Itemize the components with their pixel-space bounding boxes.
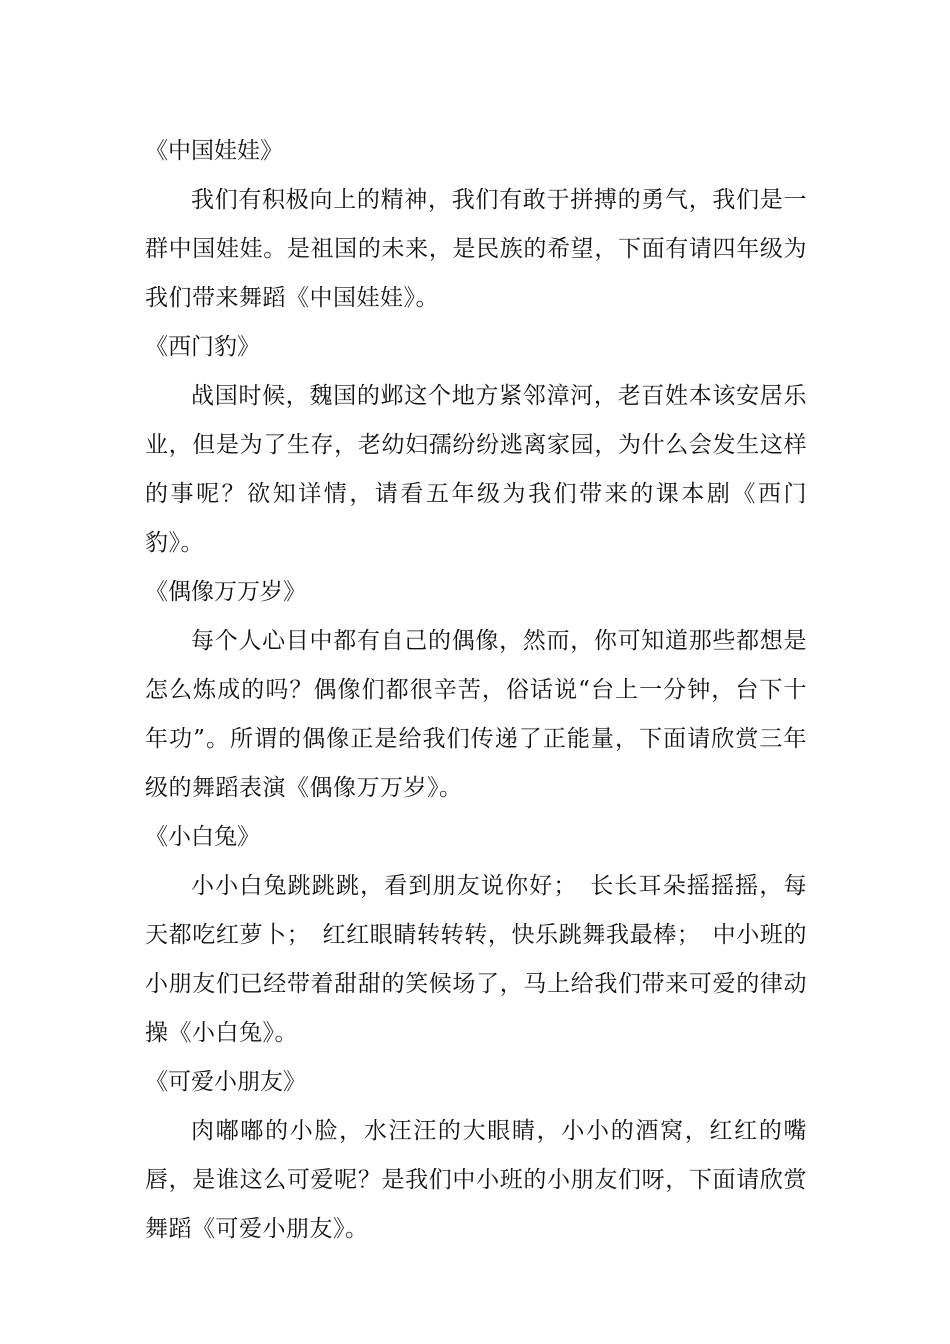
section-title-ximenbao: 《西门豹》 [145, 334, 260, 360]
section-body-ouxiang: 每个人心目中都有自己的偶像，然而，你可知道那些都想是怎么炼成的吗？偶像们都很辛苦，俗话说“台上一分钟，台下十年功”。所谓的偶像正是给我们传递了正能量，下面请欣赏三年级的舞蹈表演《偶像万万岁》。 [145, 628, 807, 801]
document-content [145, 127, 807, 1254]
section-title-zhongguo-wawa: 《中国娃娃》 [145, 138, 283, 164]
section-title-keai-xiaopengyou: 《可爱小朋友》 [145, 1069, 306, 1095]
section-body-xiaobaitu: 小小白兔跳跳跳，看到朋友说你好； 长长耳朵摇摇摇，每天都吃红萝卜； 红红眼睛转转转，快乐跳舞我最棒； 中小班的小朋友们已经带着甜甜的笑候场了，马上给我们带来可爱的律动操《小白兔》。 [145, 873, 807, 1046]
section-title-ouxiang: 《偶像万万岁》 [145, 579, 306, 605]
section-title-xiaobaitu: 《小白兔》 [145, 824, 260, 850]
section-body-ximenbao: 战国时候，魏国的邺这个地方紧邻漳河，老百姓本该安居乐业，但是为了生存，老幼妇孺纷纷逃离家园，为什么会发生这样的事呢？欲知详情，请看五年级为我们带来的课本剧《西门豹》。 [145, 383, 807, 556]
section-body-zhongguo-wawa: 我们有积极向上的精神，我们有敢于拼搏的勇气，我们是一群中国娃娃。是祖国的未来，是民族的希望，下面有请四年级为我们带来舞蹈《中国娃娃》。 [145, 187, 807, 311]
section-body-keai-xiaopengyou: 肉嘟嘟的小脸，水汪汪的大眼睛，小小的酒窝，红红的嘴唇，是谁这么可爱呢？是我们中小班的小朋友们呀，下面请欣赏舞蹈《可爱小朋友》。 [145, 1118, 807, 1242]
